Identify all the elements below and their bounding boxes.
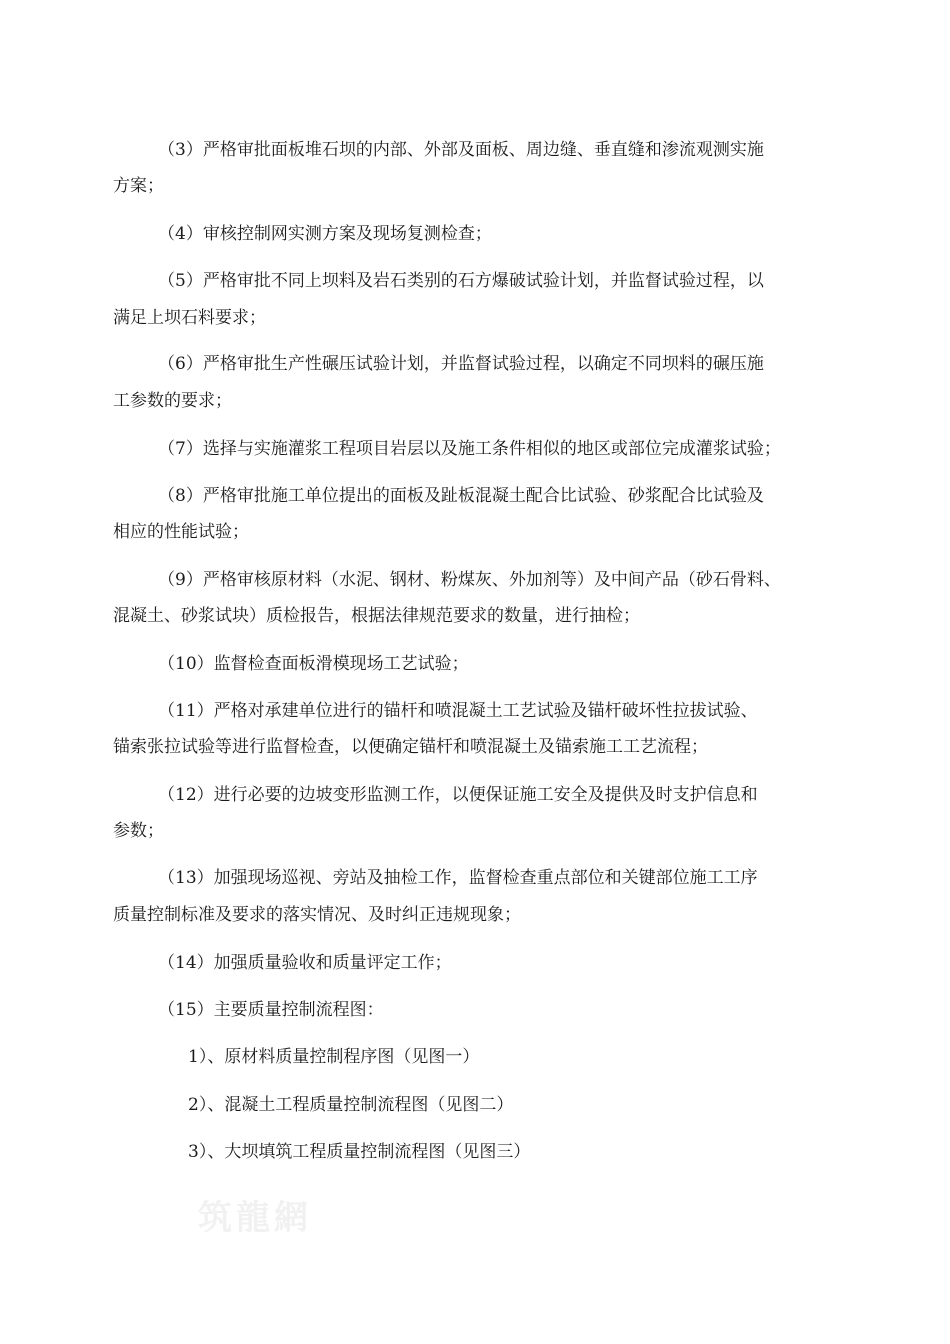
watermark-logo: 筑龍網 [198,1198,312,1238]
item-11-line2: 锚索张拉试验等进行监督检查，以便确定锚杆和喷混凝土及锚索施工工艺流程； [113,737,708,757]
subitem-1: 1）、原材料质量控制程序图（见图一） [188,1047,480,1067]
item-5-line2: 满足上坝石料要求； [113,308,266,328]
item-14-line1: （14）加强质量验收和质量评定工作； [158,953,452,973]
subitem-2: 2）、混凝土工程质量控制流程图（见图二） [188,1095,514,1115]
item-11-line1: （11）严格对承建单位进行的锚杆和喷混凝土工艺试验及锚杆破坏性拉拔试验、 [158,701,758,721]
item-5-line1: （5）严格审批不同上坝料及岩石类别的石方爆破试验计划，并监督试验过程，以 [158,271,764,291]
item-9-line2: 混凝土、砂浆试块）质检报告，根据法律规范要求的数量，进行抽检； [113,606,640,626]
item-9-line1: （9）严格审核原材料（水泥、钢材、粉煤灰、外加剂等）及中间产品（砂石骨料、 [158,570,781,590]
item-13-line1: （13）加强现场巡视、旁站及抽检工作，监督检查重点部位和关键部位施工工序 [158,868,758,888]
item-6-line2: 工参数的要求； [113,391,232,411]
item-12-line1: （12）进行必要的边坡变形监测工作，以便保证施工安全及提供及时支护信息和 [158,785,758,805]
item-8-line1: （8）严格审批施工单位提出的面板及趾板混凝土配合比试验、砂浆配合比试验及 [158,486,764,506]
item-6-line1: （6）严格审批生产性碾压试验计划，并监督试验过程，以确定不同坝料的碾压施 [158,354,764,374]
item-7-line1: （7）选择与实施灌浆工程项目岩层以及施工条件相似的地区或部位完成灌浆试验； [158,439,781,459]
item-13-line2: 质量控制标准及要求的落实情况、及时纠正违规现象； [113,905,521,925]
item-8-line2: 相应的性能试验； [113,522,249,542]
item-15-line1: （15）主要质量控制流程图： [158,1000,384,1020]
item-4-line1: （4）审核控制网实测方案及现场复测检查； [158,224,492,244]
subitem-3: 3）、大坝填筑工程质量控制流程图（见图三） [188,1142,531,1162]
item-12-line2: 参数； [113,821,164,841]
item-3-line2: 方案； [113,176,164,196]
item-3-line1: （3）严格审批面板堆石坝的内部、外部及面板、周边缝、垂直缝和渗流观测实施 [158,140,764,160]
item-10-line1: （10）监督检查面板滑模现场工艺试验； [158,654,469,674]
